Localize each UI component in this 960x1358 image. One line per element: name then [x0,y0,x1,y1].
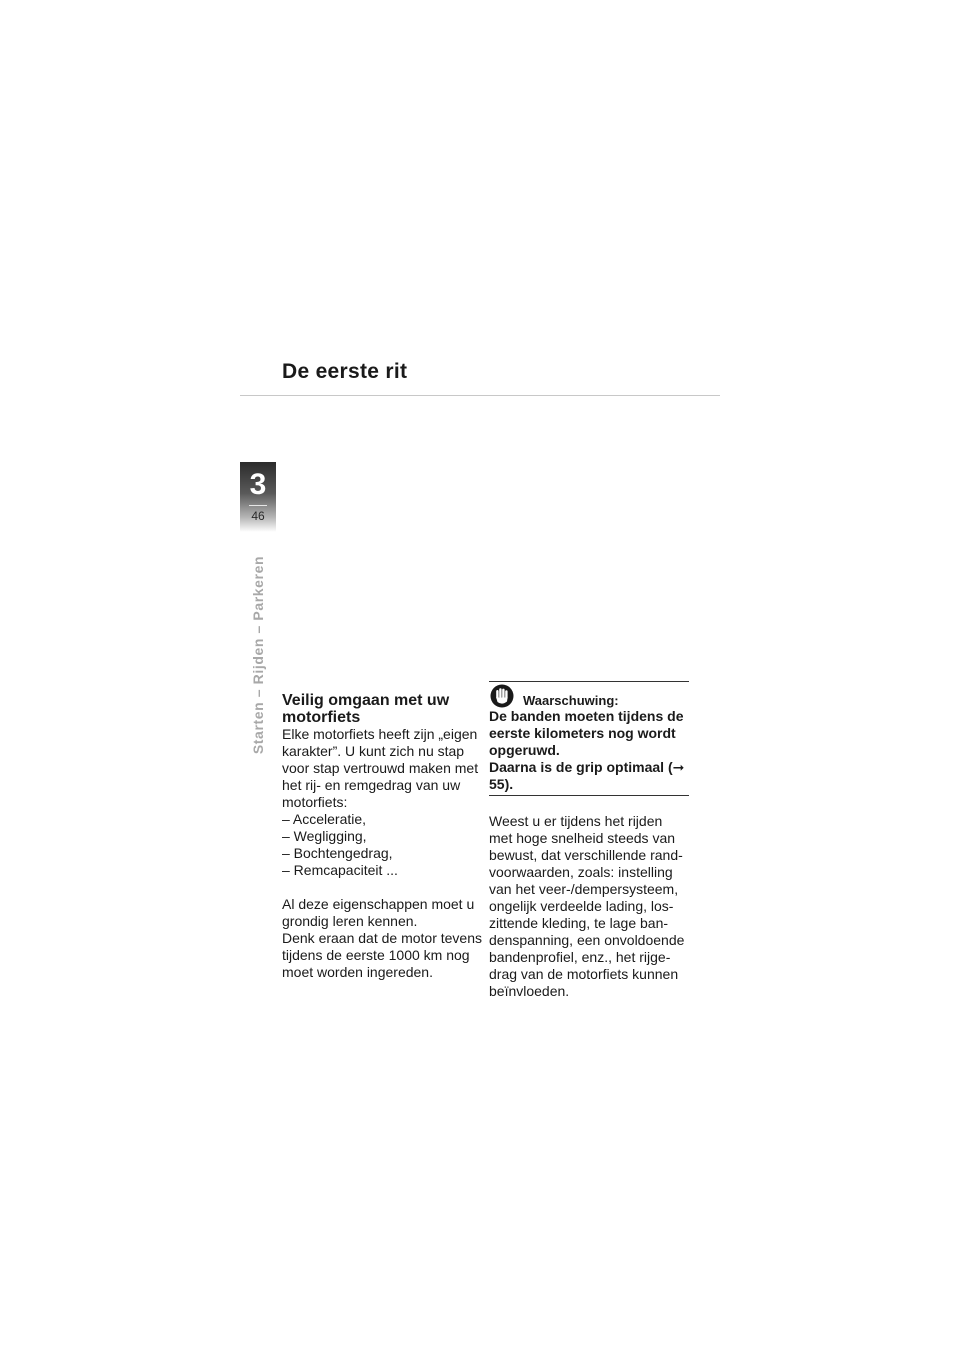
body-paragraph: Weest u er tijdens het rijden met hoge snelheid steeds van bewust, dat verschillende randvoorwaarden, zoals: instelling van het veer-/dempersysteem, ongelijk verdeelde lading, loszittende kleding, te lage bandenspanning, een onvoldoende bandenprofiel, enz., het rijgedrag van de motorfiets kunnen beïnvloeden. [489,813,685,999]
list-item: – Remcapaciteit ... [282,862,398,878]
list-item: – Bochtengedrag, [282,845,393,861]
warning-box [489,681,689,796]
property-list [282,811,482,879]
spacer [489,796,689,813]
warning-text: De banden moeten tijdens de eerste kilometers nog wordt opgeruwd. [489,708,684,758]
left-column [282,692,482,981]
chapter-tab [240,462,276,532]
paragraph-learn: Al deze eigenschappen moet u grondig leren kennen. [282,896,475,929]
warning-title: Waarschuwing: [523,693,619,708]
hand-stop-icon [489,684,515,708]
intro-paragraph: Elke motorfiets heeft zijn „eigen karakter”. U kunt zich nu stap voor stap vertrouwd maken met het rij- en remgedrag van uw motorfiets: [282,726,479,810]
paragraph-break-in: Denk eraan dat de motor tevens tijdens de eerste 1000 km nog moet worden ingereden. [282,930,483,980]
list-item: – Wegligging, [282,828,367,844]
chapter-number: 3 [249,468,267,501]
page-title: De eerste rit [282,360,408,383]
section-heading: Veilig omgaan met uw motorfiets [282,692,450,726]
title-divider [240,395,720,396]
warning-header [489,682,689,708]
chapter-side-label: Starten – Rijden – Parkeren [250,555,266,755]
list-item: – Acceleratie, [282,811,367,827]
right-column [489,681,689,1000]
spacer [282,879,482,896]
warning-reference: Daarna is de grip optimaal (➞ 55). [489,759,685,792]
page-number: 46 [251,509,265,523]
chapter-separator [249,505,267,506]
